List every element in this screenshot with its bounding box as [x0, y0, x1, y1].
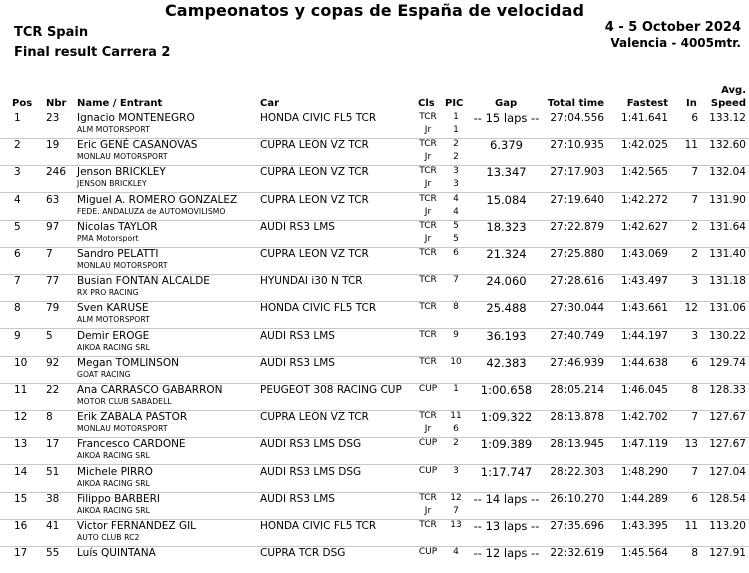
cell-total-time: 27:30.044	[550, 302, 604, 315]
cell-speed: 132.04	[709, 166, 746, 179]
table-row	[0, 492, 749, 520]
col-header-nbr: Nbr	[46, 98, 67, 109]
cell-total-time: 28:05.214	[550, 384, 604, 396]
cell-pos: 16	[14, 520, 28, 532]
table-row	[0, 138, 749, 166]
cell-entrant: PMA Motorsport	[77, 233, 139, 243]
cell-gap: 1:09.322	[480, 410, 533, 425]
cell-driver: Megan TOMLINSON	[77, 356, 179, 369]
cell-pos: 11	[14, 384, 28, 396]
cell-cls: TCR	[419, 166, 437, 177]
cell-entrant: AIKOA RACING SRL	[77, 342, 150, 352]
cell-speed: 133.12	[709, 112, 746, 124]
cell-fastest: 1:42.702	[621, 411, 668, 424]
cell-fastest: 1:44.289	[621, 492, 668, 505]
cell-cls: TCR	[419, 220, 437, 231]
cell-total-time: 26:10.270	[550, 492, 604, 505]
cell-pos: 15	[14, 492, 28, 505]
cell-speed: 127.91	[709, 547, 746, 560]
cell-sub-pic: 7	[453, 505, 459, 516]
cell-car: CUPRA LEON VZ TCR	[260, 248, 369, 260]
cell-entrant: GOAT RACING	[77, 369, 131, 379]
cell-fastest: 1:44.197	[621, 329, 668, 342]
event-venue: Valencia - 4005mtr.	[610, 36, 741, 50]
cell-pic: 2	[453, 139, 459, 150]
col-header-name: Name / Entrant	[77, 98, 163, 109]
cell-pos: 12	[14, 411, 28, 424]
cell-fastest: 1:43.661	[621, 302, 668, 315]
cell-total-time: 27:22.879	[550, 220, 604, 233]
cell-driver: Sven KARUSE	[77, 302, 149, 315]
cell-driver: Luís QUINTANA	[77, 547, 156, 560]
cell-entrant: RX PRO RACING	[77, 288, 139, 298]
document-title: Campeonatos y copas de España de velocidad	[164, 1, 585, 20]
table-row	[0, 220, 749, 248]
cell-fastest: 1:43.069	[621, 248, 668, 260]
cell-driver: Ana CARRASCO GABARRON	[77, 384, 223, 396]
cell-gap: 42.383	[486, 355, 527, 370]
cell-in: 2	[691, 248, 698, 260]
cell-cls: TCR	[419, 275, 437, 286]
cell-nbr: 97	[46, 220, 60, 233]
cell-in: 11	[684, 520, 698, 532]
cell-in: 6	[691, 492, 698, 505]
cell-nbr: 63	[46, 193, 60, 206]
table-row	[0, 111, 749, 139]
cell-sub-cls: Jr	[424, 152, 432, 163]
cell-speed: 113.20	[709, 520, 746, 532]
cell-sub-pic: 4	[453, 206, 459, 217]
cell-total-time: 28:13.945	[550, 438, 604, 451]
cell-total-time: 27:19.640	[550, 193, 604, 206]
cell-pic: 3	[453, 465, 459, 476]
cell-fastest: 1:41.641	[621, 112, 668, 124]
cell-total-time: 28:13.878	[550, 411, 604, 424]
cell-entrant: MONLAU MOTORSPORT	[77, 424, 168, 434]
cell-pos: 1	[14, 112, 21, 124]
cell-in: 3	[691, 275, 698, 288]
cell-gap: 25.488	[486, 301, 527, 316]
cell-entrant: AIKOA RACING SRL	[77, 451, 150, 461]
cell-car: AUDI RS3 LMS	[260, 329, 335, 342]
cell-speed: 131.06	[709, 302, 746, 315]
cell-pos: 5	[14, 220, 21, 233]
cell-in: 12	[684, 302, 698, 315]
cell-car: AUDI RS3 LMS DSG	[260, 438, 362, 451]
cell-pic: 9	[453, 329, 459, 340]
cell-fastest: 1:43.395	[621, 520, 668, 532]
table-row	[0, 465, 749, 493]
cell-entrant: ALM MOTORSPORT	[77, 315, 150, 325]
cell-entrant: MONLAU MOTORSPORT	[77, 261, 168, 270]
col-header-car: Car	[260, 98, 280, 109]
cell-fastest: 1:44.638	[621, 356, 668, 369]
cell-pos: 9	[14, 329, 21, 342]
cell-car: CUPRA LEON VZ TCR	[260, 193, 369, 206]
cell-driver: Michele PIRRO	[77, 465, 153, 478]
cell-car: AUDI RS3 LMS	[260, 220, 335, 233]
cell-entrant: AIKOA RACING SRL	[77, 478, 150, 488]
cell-car: HONDA CIVIC FL5 TCR	[260, 112, 377, 124]
cell-pic: 10	[450, 356, 462, 367]
cell-speed: 132.60	[709, 139, 746, 152]
cell-sub-cls: Jr	[424, 505, 432, 516]
table-row	[0, 546, 749, 573]
cell-pos: 13	[14, 438, 28, 451]
cell-speed: 127.67	[709, 438, 746, 451]
cell-pos: 8	[14, 302, 21, 315]
cell-in: 8	[691, 547, 698, 560]
cell-car: CUPRA LEON VZ TCR	[260, 139, 369, 152]
cell-pic: 12	[450, 492, 462, 503]
table-row	[0, 410, 749, 438]
cell-cls: TCR	[419, 112, 437, 122]
cell-speed: 131.64	[709, 220, 746, 233]
cell-pos: 10	[14, 356, 28, 369]
cell-car: AUDI RS3 LMS	[260, 356, 335, 369]
cell-gap: 18.323	[486, 219, 527, 234]
cell-in: 7	[691, 193, 698, 206]
cell-sub-cls: Jr	[424, 233, 432, 244]
cell-nbr: 17	[46, 438, 60, 451]
cell-nbr: 19	[46, 139, 60, 152]
cell-speed: 127.67	[709, 411, 746, 424]
cell-driver: Busian FONTAN ALCALDE	[77, 275, 210, 288]
cell-cls: CUP	[418, 438, 438, 449]
table-row	[0, 519, 749, 547]
cell-driver: Jenson BRICKLEY	[77, 166, 166, 179]
cell-total-time: 27:28.616	[550, 275, 604, 288]
cell-nbr: 5	[46, 329, 53, 342]
cell-driver: Ignacio MONTENEGRO	[77, 112, 195, 124]
cell-nbr: 38	[46, 492, 60, 505]
cell-car: CUPRA LEON VZ TCR	[260, 411, 369, 424]
table-row	[0, 274, 749, 302]
cell-cls: CUP	[418, 547, 438, 558]
cell-sub-cls: Jr	[424, 125, 432, 135]
cell-pic: 5	[453, 220, 459, 231]
cell-cls: TCR	[419, 302, 437, 313]
cell-fastest: 1:42.272	[621, 193, 668, 206]
col-header-total: Total time	[547, 98, 604, 109]
cell-driver: Victor FERNANDEZ GIL	[77, 520, 197, 532]
cell-fastest: 1:43.497	[621, 275, 668, 288]
col-header-pic: PIC	[445, 98, 464, 109]
cell-car: AUDI RS3 LMS	[260, 492, 335, 505]
cell-in: 13	[684, 438, 698, 451]
cell-total-time: 27:25.880	[550, 248, 604, 260]
cell-pic: 7	[453, 275, 459, 286]
cell-pos: 6	[14, 248, 21, 260]
cell-fastest: 1:42.025	[621, 139, 668, 152]
cell-pos: 7	[14, 275, 21, 288]
cell-sub-pic: 5	[453, 233, 459, 244]
table-row	[0, 437, 749, 465]
cell-gap: 36.193	[486, 328, 527, 343]
cell-driver: Miguel A. ROMERO GONZALEZ	[77, 193, 238, 206]
cell-pic: 4	[453, 193, 459, 204]
col-header-avg: Avg.	[721, 85, 746, 96]
cell-pic: 13	[450, 520, 462, 530]
cell-cls: CUP	[418, 384, 438, 394]
cell-speed: 131.90	[709, 193, 746, 206]
cell-sub-cls: Jr	[424, 179, 432, 190]
cell-driver: Eric GENÉ CASANOVAS	[77, 139, 198, 152]
cell-gap: -- 15 laps --	[473, 111, 540, 125]
cell-total-time: 27:40.749	[550, 329, 604, 342]
cell-nbr: 79	[46, 302, 60, 315]
col-header-in: In	[686, 98, 697, 109]
cell-total-time: 27:04.556	[550, 112, 604, 124]
cell-fastest: 1:47.119	[621, 438, 668, 451]
cell-total-time: 22:32.619	[550, 547, 604, 560]
cell-car: PEUGEOT 308 RACING CUP	[260, 384, 402, 396]
cell-in: 2	[691, 220, 698, 233]
cell-speed: 129.74	[709, 356, 746, 369]
cell-gap: 15.084	[486, 192, 527, 207]
table-row	[0, 383, 749, 411]
cell-total-time: 28:22.303	[550, 465, 604, 478]
cell-pos: 3	[14, 166, 21, 179]
cell-sub-pic: 2	[453, 152, 459, 163]
cell-driver: Francesco CARDONE	[77, 438, 186, 451]
cell-gap: -- 12 laps --	[473, 546, 540, 561]
table-row	[0, 356, 749, 384]
cell-in: 6	[691, 112, 698, 124]
cell-in: 7	[691, 465, 698, 478]
cell-nbr: 7	[46, 248, 53, 260]
cell-entrant: MOTOR CLUB SABADELL	[77, 397, 172, 406]
cell-nbr: 92	[46, 356, 60, 369]
cell-pos: 17	[14, 547, 28, 560]
cell-fastest: 1:45.564	[621, 547, 668, 560]
cell-gap: -- 13 laps --	[473, 519, 540, 533]
cell-speed: 128.33	[709, 384, 746, 396]
cell-fastest: 1:42.627	[621, 220, 668, 233]
cell-in: 8	[691, 384, 698, 396]
cell-gap: 1:17.747	[480, 464, 533, 479]
cell-car: HONDA CIVIC FL5 TCR	[260, 302, 377, 315]
cell-driver: Demir EROGE	[77, 329, 150, 342]
cell-cls: TCR	[419, 139, 437, 150]
table-row	[0, 165, 749, 193]
table-row	[0, 329, 749, 357]
cell-cls: TCR	[419, 356, 437, 367]
cell-sub-pic: 1	[453, 125, 459, 135]
cell-entrant: MONLAU MOTORSPORT	[77, 152, 168, 162]
cell-pos: 4	[14, 193, 21, 206]
cell-pic: 1	[453, 384, 459, 394]
cell-total-time: 27:10.935	[550, 139, 604, 152]
cell-gap: 24.060	[486, 274, 527, 289]
cell-cls: TCR	[419, 193, 437, 204]
cell-speed: 127.04	[709, 465, 746, 478]
cell-cls: TCR	[419, 329, 437, 340]
cell-speed: 130.22	[709, 329, 746, 342]
cell-pic: 2	[453, 438, 459, 449]
cell-cls: CUP	[418, 465, 438, 476]
cell-nbr: 246	[46, 166, 67, 179]
cell-fastest: 1:42.565	[621, 166, 668, 179]
col-header-speed: Speed	[710, 98, 746, 109]
cell-fastest: 1:48.290	[621, 465, 668, 478]
cell-car: CUPRA TCR DSG	[260, 547, 346, 560]
cell-cls: TCR	[419, 248, 437, 258]
cell-total-time: 27:35.696	[550, 520, 604, 532]
cell-in: 7	[691, 166, 698, 179]
table-row	[0, 247, 749, 275]
cell-pic: 3	[453, 166, 459, 177]
cell-car: HONDA CIVIC FL5 TCR	[260, 520, 377, 532]
cell-nbr: 51	[46, 465, 60, 478]
col-header-cls: Cls	[418, 98, 435, 109]
cell-pos: 14	[14, 465, 28, 478]
cell-pic: 6	[453, 248, 459, 258]
table-row	[0, 193, 749, 221]
cell-nbr: 8	[46, 411, 53, 424]
cell-gap: 21.324	[486, 247, 527, 261]
cell-driver: Erik ZABALA PASTOR	[77, 411, 188, 424]
cell-pic: 8	[453, 302, 459, 313]
session-name: Final result Carrera 2	[14, 45, 171, 60]
cell-gap: -- 14 laps --	[473, 491, 540, 506]
cell-pos: 2	[14, 139, 21, 152]
cell-pic: 1	[453, 112, 459, 122]
cell-nbr: 77	[46, 275, 60, 288]
cell-driver: Nicolas TAYLOR	[77, 220, 158, 233]
cell-total-time: 27:46.939	[550, 356, 604, 369]
cell-nbr: 22	[46, 384, 60, 396]
cell-speed: 131.40	[709, 248, 746, 260]
cell-cls: TCR	[419, 520, 437, 530]
cell-gap: 1:00.658	[480, 383, 533, 397]
cell-total-time: 27:17.903	[550, 166, 604, 179]
cell-nbr: 23	[46, 112, 60, 124]
cell-driver: Filippo BARBERI	[77, 492, 161, 505]
cell-entrant: ALM MOTORSPORT	[77, 125, 150, 134]
cell-car: AUDI RS3 LMS DSG	[260, 465, 362, 478]
cell-nbr: 55	[46, 547, 60, 560]
cell-sub-cls: Jr	[424, 424, 432, 435]
cell-in: 11	[684, 139, 698, 152]
cell-fastest: 1:46.045	[621, 384, 668, 396]
cell-pic: 11	[450, 411, 462, 422]
cell-cls: TCR	[419, 492, 437, 503]
series-name: TCR Spain	[14, 25, 89, 40]
cell-cls: TCR	[419, 411, 437, 422]
cell-pic: 4	[453, 547, 459, 558]
cell-nbr: 41	[46, 520, 60, 532]
cell-gap: 1:09.389	[480, 437, 533, 452]
col-header-pos: Pos	[12, 98, 33, 109]
cell-entrant: FEDE. ANDALUZA de AUTOMOVILISMO	[77, 206, 226, 216]
cell-speed: 131.18	[709, 275, 746, 288]
cell-sub-pic: 3	[453, 179, 459, 190]
cell-gap: 13.347	[486, 165, 527, 180]
event-date: 4 - 5 October 2024	[604, 20, 741, 35]
cell-car: CUPRA LEON VZ TCR	[260, 166, 369, 179]
cell-car: HYUNDAI i30 N TCR	[260, 275, 363, 288]
cell-in: 7	[691, 411, 698, 424]
cell-entrant: JENSON BRICKLEY	[77, 179, 147, 189]
cell-in: 3	[691, 329, 698, 342]
cell-driver: Sandro PELATTI	[77, 248, 159, 260]
col-header-fastest: Fastest	[626, 98, 668, 109]
cell-entrant: AUTO CLUB RC2	[77, 533, 140, 542]
cell-in: 6	[691, 356, 698, 369]
cell-speed: 128.54	[709, 492, 746, 505]
cell-gap: 6.379	[490, 138, 523, 153]
table-row	[0, 301, 749, 329]
col-header-gap: Gap	[495, 98, 518, 109]
cell-entrant: AIKOA RACING SRL	[77, 505, 150, 515]
cell-sub-cls: Jr	[424, 206, 432, 217]
cell-sub-pic: 6	[453, 424, 459, 435]
